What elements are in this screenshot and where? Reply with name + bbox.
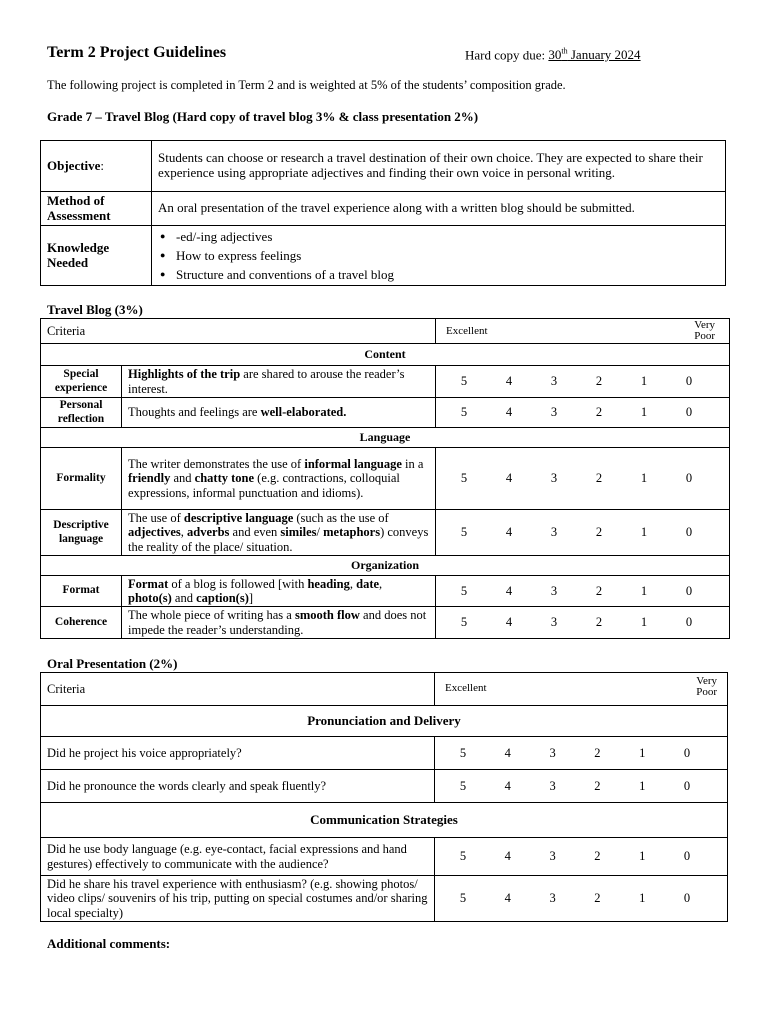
score-scale [435, 770, 728, 803]
rubric-row [41, 448, 730, 510]
method-label: Method of Assessment [41, 192, 152, 226]
knowledge-list-cell [152, 226, 726, 286]
overview-table [40, 140, 726, 286]
rubric-row [41, 838, 728, 876]
score-scale [436, 448, 730, 510]
score-option: 3 [550, 615, 558, 630]
score-option: 0 [683, 745, 691, 760]
page-title: Term 2 Project Guidelines [47, 44, 227, 61]
knowledge-list [158, 227, 719, 284]
score-scale [436, 366, 730, 398]
criteria-label: Criteria [41, 673, 435, 706]
rubric-header-row [41, 673, 728, 706]
score-option: 5 [460, 583, 468, 598]
score-option: 5 [460, 525, 468, 540]
knowledge-row [41, 226, 726, 286]
oral-presentation-heading: Oral Presentation (2%) [47, 656, 178, 671]
score-option: 1 [640, 525, 648, 540]
score-option: 2 [595, 471, 603, 486]
criterion-question: Did he project his voice appropriately? [41, 737, 435, 770]
additional-comments-label: Additional comments: [47, 936, 171, 951]
score-option: 1 [639, 745, 646, 760]
rubric-row [41, 398, 730, 428]
criterion-description: Format of a blog is followed [with heading, date, photo(s) and caption(s)] [122, 576, 436, 607]
score-option: 5 [460, 471, 468, 486]
score-option: 4 [505, 583, 513, 598]
score-option: 1 [640, 405, 648, 420]
score-option: 1 [639, 849, 646, 864]
criterion-name: Descriptive language [41, 510, 122, 556]
criterion-question: Did he use body language (e.g. eye-contact, facial expressions and hand gestures) effectively to communicate with the audience? [41, 838, 435, 876]
score-option: 3 [550, 583, 558, 598]
knowledge-label: Knowledge Needed [41, 226, 152, 286]
rubric-row [41, 876, 728, 922]
score-option: 0 [683, 849, 691, 864]
scale-header [436, 319, 730, 344]
grade-heading: Grade 7 – Travel Blog (Hard copy of travel blog 3% & class presentation 2%) [47, 109, 479, 124]
score-option: 5 [460, 615, 468, 630]
criterion-name: Special experience [41, 366, 122, 398]
score-option: 3 [549, 778, 556, 793]
criterion-description: Highlights of the trip are shared to arouse the reader’s interest. [122, 366, 436, 398]
score-option: 0 [685, 583, 693, 598]
scale-header [435, 673, 728, 706]
score-option: 4 [505, 374, 513, 389]
method-text: An oral presentation of the travel experience along with a written blog should be submitted. [152, 192, 726, 226]
section-content: Content [41, 344, 730, 366]
score-option: 2 [595, 615, 603, 630]
score-option: 2 [595, 583, 603, 598]
score-option: 4 [505, 525, 513, 540]
knowledge-item: ● Structure and conventions of a travel blog [176, 265, 719, 284]
objective-label: Objective: [41, 141, 152, 192]
rubric-row [41, 366, 730, 398]
criteria-label: Criteria [41, 319, 436, 344]
score-option: 1 [640, 374, 648, 389]
criterion-name: Coherence [41, 607, 122, 639]
score-option: 2 [594, 778, 601, 793]
criterion-name: Personal reflection [41, 398, 122, 428]
oral-presentation-rubric [40, 672, 728, 922]
score-option: 5 [460, 405, 468, 420]
excellent-label: Excellent [446, 325, 488, 337]
score-option: 3 [550, 405, 558, 420]
very-poor-label: Very Poor [696, 675, 717, 698]
criterion-description: Thoughts and feelings are well-elaborated. [122, 398, 436, 428]
score-option: 2 [595, 405, 603, 420]
score-option: 1 [640, 583, 648, 598]
score-option: 0 [683, 778, 691, 793]
score-scale [436, 510, 730, 556]
very-poor-label: Very Poor [694, 319, 715, 342]
score-option: 3 [549, 745, 556, 760]
score-option: 5 [460, 374, 468, 389]
score-option: 5 [459, 849, 467, 864]
section-communication: Communication Strategies [41, 803, 728, 838]
score-scale [436, 576, 730, 607]
criterion-description: The writer demonstrates the use of informal language in a friendly and chatty tone (e.g. contractions, colloquial expressions, informal punctuation and idioms). [122, 448, 436, 510]
score-option: 4 [505, 405, 513, 420]
score-option: 5 [459, 891, 467, 906]
score-option: 1 [640, 615, 648, 630]
knowledge-item: ● How to express feelings [176, 246, 719, 265]
score-scale [436, 398, 730, 428]
rubric-row [41, 737, 728, 770]
travel-blog-rubric [40, 318, 730, 639]
score-option: 2 [594, 745, 601, 760]
score-scale [436, 607, 730, 639]
score-option: 4 [504, 849, 511, 864]
excellent-label: Excellent [445, 682, 487, 694]
criterion-description: The use of descriptive language (such as the use of adjectives, adverbs and even similes/ metaphors) conveys the reality of the place/ situation. [122, 510, 436, 556]
score-scale [435, 876, 728, 922]
section-language: Language [41, 428, 730, 448]
score-option: 4 [505, 471, 513, 486]
knowledge-item: ● -ed/-ing adjectives [176, 227, 719, 246]
objective-row [41, 141, 726, 192]
rubric-header-row [41, 319, 730, 344]
intro-text: The following project is completed in Term 2 and is weighted at 5% of the students’ composition grade. [47, 78, 566, 92]
score-option: 1 [640, 471, 648, 486]
criterion-question: Did he share his travel experience with enthusiasm? (e.g. showing photos/ video clips/ souvenirs of his trip, putting on special costumes and/or sharing local specialty) [41, 876, 435, 922]
score-option: 0 [685, 525, 693, 540]
rubric-row [41, 607, 730, 639]
score-option: 3 [549, 849, 556, 864]
score-option: 2 [595, 374, 603, 389]
criterion-description: The whole piece of writing has a smooth flow and does not impede the reader’s understanding. [122, 607, 436, 639]
score-scale [435, 737, 728, 770]
section-organization: Organization [41, 556, 730, 576]
criterion-question: Did he pronounce the words clearly and speak fluently? [41, 770, 435, 803]
due-date: Hard copy due: 30th January 2024 [465, 47, 641, 63]
score-option: 0 [685, 471, 693, 486]
section-pronunciation: Pronunciation and Delivery [41, 706, 728, 737]
score-option: 5 [459, 778, 467, 793]
score-option: 2 [594, 891, 601, 906]
score-option: 0 [685, 405, 693, 420]
score-option: 3 [550, 471, 558, 486]
score-option: 4 [504, 778, 511, 793]
score-option: 4 [505, 615, 513, 630]
criterion-name: Formality [41, 448, 122, 510]
method-row [41, 192, 726, 226]
score-option: 1 [639, 891, 646, 906]
score-option: 4 [504, 891, 511, 906]
rubric-row [41, 576, 730, 607]
score-option: 2 [595, 525, 603, 540]
score-scale [435, 838, 728, 876]
score-option: 1 [639, 778, 646, 793]
score-option: 5 [459, 745, 467, 760]
score-option: 3 [549, 891, 556, 906]
score-option: 4 [504, 745, 511, 760]
score-option: 3 [550, 525, 558, 540]
criterion-name: Format [41, 576, 122, 607]
rubric-row [41, 770, 728, 803]
score-option: 0 [683, 891, 691, 906]
travel-blog-heading: Travel Blog (3%) [47, 302, 143, 317]
score-option: 0 [685, 615, 693, 630]
score-option: 2 [594, 849, 601, 864]
score-option: 3 [550, 374, 558, 389]
score-option: 0 [685, 374, 693, 389]
rubric-row [41, 510, 730, 556]
objective-text: Students can choose or research a travel destination of their own choice. They are expected to share their experience using appropriate adjectives and finding their own voice in personal writing. [152, 141, 726, 192]
